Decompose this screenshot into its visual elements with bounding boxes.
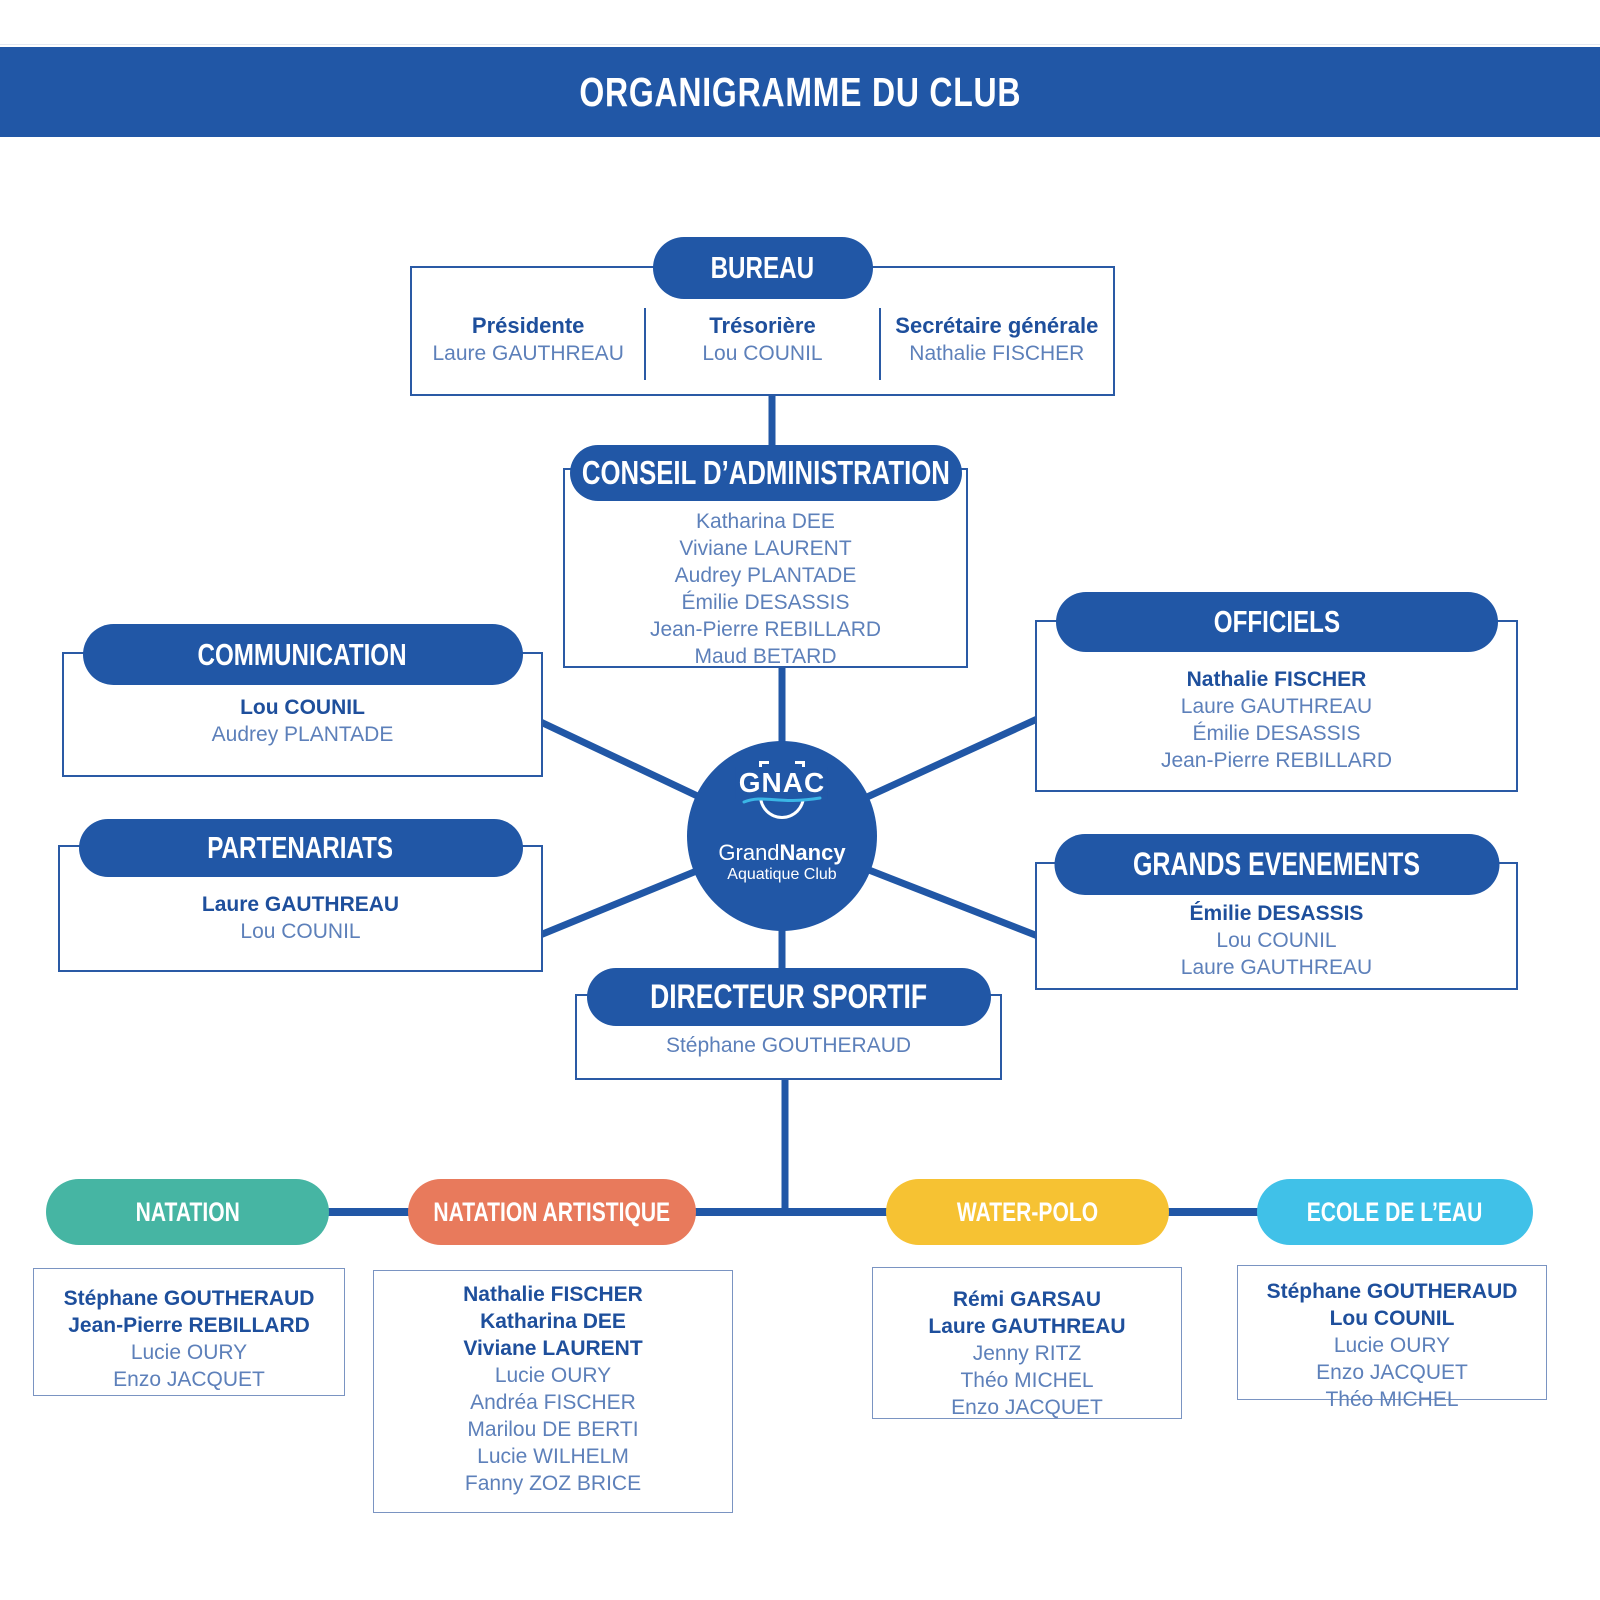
person-name: Lou COUNIL bbox=[1329, 1307, 1455, 1330]
conseil-administration-pill bbox=[570, 445, 962, 501]
water-polo-label: WATER-POLO bbox=[956, 1196, 1099, 1227]
communication-pill bbox=[83, 624, 523, 685]
officiels-pill bbox=[1056, 592, 1498, 652]
lead-names bbox=[873, 1286, 1181, 1340]
ecole-de-leau-members-box bbox=[1237, 1265, 1547, 1411]
partenariats-box bbox=[58, 830, 543, 972]
bureau-role-tresoriere bbox=[646, 308, 880, 380]
lead-names bbox=[34, 1285, 344, 1339]
conseil-administration-box bbox=[563, 454, 968, 668]
person-name: Jean-Pierre REBILLARD bbox=[1160, 749, 1393, 772]
person-name: Marilou DE BERTI bbox=[467, 1418, 639, 1441]
member-names bbox=[1037, 693, 1516, 774]
person-name: Lucie OURY bbox=[130, 1341, 248, 1364]
member-names bbox=[873, 1340, 1181, 1421]
person-name: Lucie WILHELM bbox=[477, 1445, 629, 1468]
club-logo-hub bbox=[687, 741, 877, 931]
person-name: Émilie DESASSIS bbox=[1192, 722, 1361, 745]
natation-label: NATATION bbox=[135, 1196, 240, 1227]
club-name-regular: Grand bbox=[718, 840, 780, 865]
bureau-box bbox=[410, 250, 1115, 396]
wave-icon bbox=[742, 793, 822, 807]
member-names bbox=[1037, 927, 1516, 981]
person-name: Lou COUNIL bbox=[702, 342, 823, 365]
member-names bbox=[64, 721, 541, 748]
grands-evenements-label: GRANDS EVENEMENTS bbox=[1132, 846, 1421, 882]
directeur-sportif-label: DIRECTEUR SPORTIF bbox=[650, 977, 927, 1016]
club-acronym: GNAC bbox=[736, 767, 828, 799]
person-name: Jean-Pierre REBILLARD bbox=[68, 1314, 310, 1337]
lead-names bbox=[1238, 1278, 1546, 1332]
person-name: Fanny ZOZ BRICE bbox=[464, 1472, 642, 1495]
ecole-de-leau-label: ECOLE DE L’EAU bbox=[1307, 1196, 1483, 1227]
natation-members-box bbox=[33, 1268, 345, 1396]
lead-names bbox=[60, 891, 541, 918]
member-names bbox=[1238, 1332, 1546, 1413]
natation-artistique-pill bbox=[408, 1179, 696, 1245]
person-name: Lou COUNIL bbox=[1216, 929, 1337, 952]
person-name: Maud BETARD bbox=[694, 645, 837, 668]
person-name: Lucie OURY bbox=[494, 1364, 612, 1387]
gnac-logo bbox=[727, 753, 837, 837]
page-title: ORGANIGRAMME DU CLUB bbox=[579, 68, 1021, 115]
person-name: Laure GAUTHREAU bbox=[1180, 956, 1373, 979]
grands-evenements-pill bbox=[1054, 834, 1499, 895]
grands-evenements-box bbox=[1035, 846, 1518, 990]
person-name: Audrey PLANTADE bbox=[674, 564, 857, 587]
person-name: Enzo JACQUET bbox=[113, 1368, 265, 1391]
person-name: Jean-Pierre REBILLARD bbox=[649, 618, 882, 641]
officiels-box bbox=[1035, 604, 1518, 792]
person-name: Stéphane GOUTHERAUD bbox=[665, 1034, 912, 1057]
lead-names bbox=[64, 694, 541, 721]
person-name: Viviane LAURENT bbox=[679, 537, 852, 560]
person-name: Lou COUNIL bbox=[240, 696, 365, 719]
directeur-sportif-pill bbox=[587, 968, 991, 1026]
member-names bbox=[60, 918, 541, 945]
communication-label: COMMUNICATION bbox=[197, 636, 408, 672]
bureau-label: BUREAU bbox=[710, 250, 815, 285]
water-polo-members-box bbox=[872, 1267, 1182, 1419]
person-name: Audrey PLANTADE bbox=[211, 723, 394, 746]
natation-pill bbox=[46, 1179, 329, 1245]
club-name bbox=[718, 841, 845, 865]
person-name: Nathalie FISCHER bbox=[909, 342, 1085, 365]
person-name: Théo MICHEL bbox=[1325, 1388, 1459, 1411]
person-name: Andréa FISCHER bbox=[470, 1391, 636, 1414]
officiels-label: OFFICIELS bbox=[1213, 604, 1340, 639]
person-name: Stéphane GOUTHERAUD bbox=[1266, 1280, 1518, 1303]
person-name: Stéphane GOUTHERAUD bbox=[63, 1287, 315, 1310]
bureau-role-presidente bbox=[412, 308, 646, 380]
person-name: Laure GAUTHREAU bbox=[928, 1315, 1126, 1338]
person-name: Nathalie FISCHER bbox=[1186, 668, 1367, 691]
person-name: Katharina DEE bbox=[696, 510, 835, 533]
person-name: Rémi GARSAU bbox=[952, 1288, 1102, 1311]
role-title: Trésorière bbox=[709, 313, 816, 338]
bureau-role-secretaire bbox=[881, 308, 1113, 380]
role-title: Secrétaire générale bbox=[895, 313, 1099, 338]
person-name: Lou COUNIL bbox=[240, 920, 361, 943]
conseil-administration-label: CONSEIL D’ADMINISTRATION bbox=[581, 454, 950, 491]
natation-artistique-members-box bbox=[373, 1270, 733, 1513]
person-name: Émilie DESASSIS bbox=[1189, 902, 1364, 925]
water-polo-pill bbox=[886, 1179, 1169, 1245]
club-subtitle: Aquatique Club bbox=[727, 866, 837, 883]
person-name: Nathalie FISCHER bbox=[463, 1283, 643, 1306]
person-name: Enzo JACQUET bbox=[951, 1396, 1103, 1419]
role-title: Présidente bbox=[471, 313, 585, 338]
person-name: Théo MICHEL bbox=[960, 1369, 1094, 1392]
natation-artistique-label: NATATION ARTISTIQUE bbox=[433, 1196, 671, 1227]
member-names bbox=[34, 1339, 344, 1393]
person-name: Laure GAUTHREAU bbox=[1180, 695, 1373, 718]
communication-box bbox=[62, 636, 543, 777]
lead-names bbox=[1037, 666, 1516, 693]
person-name: Viviane LAURENT bbox=[463, 1337, 643, 1360]
person-name: Lucie OURY bbox=[1333, 1334, 1451, 1357]
partenariats-pill bbox=[79, 819, 523, 877]
partenariats-label: PARTENARIATS bbox=[207, 830, 394, 865]
ecole-de-leau-pill bbox=[1257, 1179, 1533, 1245]
person-name: Katharina DEE bbox=[480, 1310, 626, 1333]
bureau-pill bbox=[653, 237, 873, 299]
member-names bbox=[374, 1362, 732, 1497]
person-name: Émilie DESASSIS bbox=[681, 591, 850, 614]
lead-names bbox=[1037, 900, 1516, 927]
club-name-bold: Nancy bbox=[779, 840, 846, 865]
person-name: Jenny RITZ bbox=[972, 1342, 1082, 1365]
title-banner bbox=[0, 47, 1600, 137]
directeur-sportif-box bbox=[575, 977, 1002, 1080]
person-name: Enzo JACQUET bbox=[1316, 1361, 1468, 1384]
lead-names bbox=[374, 1281, 732, 1362]
person-name: Laure GAUTHREAU bbox=[432, 342, 624, 365]
person-name: Laure GAUTHREAU bbox=[201, 893, 400, 916]
